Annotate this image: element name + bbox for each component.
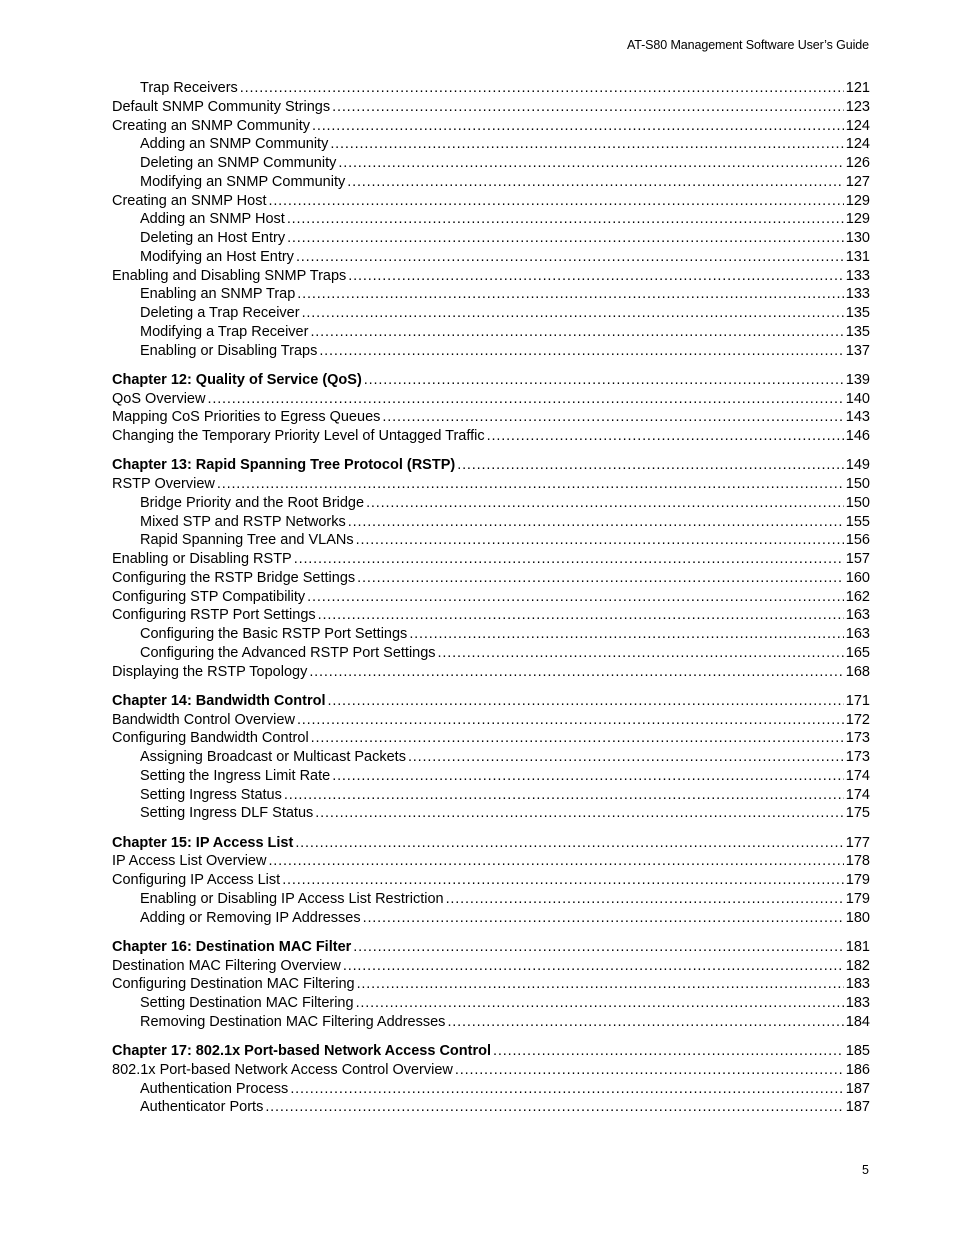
toc-entry-title: Chapter 17: 802.1x Port-based Network Access Control <box>112 1043 492 1059</box>
dot-leader <box>240 79 844 98</box>
dot-leader <box>332 767 844 786</box>
toc-entry-page: 163 <box>845 607 870 624</box>
dot-leader <box>347 173 844 192</box>
toc-entry-title: Adding an SNMP Host <box>140 211 285 228</box>
toc-entry[interactable] <box>112 606 870 625</box>
toc-entry[interactable] <box>112 711 870 730</box>
dot-leader <box>332 98 844 117</box>
toc-entry-title: Setting Destination MAC Filtering <box>140 995 354 1011</box>
dot-leader <box>343 957 844 976</box>
dot-leader <box>290 1080 843 1099</box>
toc-entry-page: 157 <box>845 551 870 567</box>
toc-entry-page: 143 <box>845 409 870 426</box>
toc-entry-title: Bandwidth Control Overview <box>112 711 295 728</box>
dot-leader <box>457 456 844 475</box>
toc-entry[interactable] <box>112 625 870 644</box>
toc-entry[interactable] <box>112 304 870 323</box>
toc-entry-page: 139 <box>845 371 870 388</box>
dot-leader <box>309 663 843 682</box>
toc-entry[interactable] <box>112 135 870 154</box>
toc-entry-title: Deleting an Host Entry <box>140 230 286 246</box>
toc-entry-page: 130 <box>845 230 870 246</box>
toc-entry[interactable] <box>112 229 870 248</box>
dot-leader <box>307 588 844 607</box>
toc-entry-title: Mapping CoS Priorities to Egress Queues <box>112 409 381 426</box>
dot-leader <box>364 371 844 390</box>
toc-entry-page: 165 <box>845 644 870 661</box>
dot-leader <box>409 625 843 644</box>
dot-leader <box>330 135 843 154</box>
toc-entry-title: Destination MAC Filtering Overview <box>112 957 341 974</box>
running-header: AT-S80 Management Software User’s Guide <box>626 38 869 52</box>
toc-entry[interactable] <box>112 408 870 427</box>
toc-entry-title: Configuring the Basic RSTP Port Settings <box>140 626 408 642</box>
toc-entry-page: 160 <box>845 569 870 586</box>
toc-chapter-entry[interactable] <box>112 938 870 957</box>
toc-entry-page: 182 <box>845 957 870 974</box>
dot-leader <box>318 606 844 625</box>
dot-leader <box>356 531 844 550</box>
toc-entry-title: Modifying an Host Entry <box>140 248 294 265</box>
table-of-contents <box>112 79 870 1117</box>
toc-entry[interactable] <box>112 994 870 1013</box>
toc-entry[interactable] <box>112 957 870 976</box>
toc-entry-page: 121 <box>845 80 870 96</box>
toc-entry[interactable] <box>112 323 870 342</box>
dot-leader <box>302 304 844 323</box>
toc-chapter-entry[interactable] <box>112 1042 870 1061</box>
toc-entry[interactable] <box>112 871 870 890</box>
toc-entry-page: 124 <box>845 136 870 153</box>
toc-entry-title: Trap Receivers <box>140 80 238 96</box>
dot-leader <box>382 408 843 427</box>
toc-entry[interactable] <box>112 342 870 361</box>
dot-leader <box>446 890 844 909</box>
toc-entry[interactable] <box>112 98 870 117</box>
toc-entry-page: 168 <box>845 663 870 680</box>
toc-entry[interactable] <box>112 1061 870 1080</box>
toc-entry-title: Chapter 13: Rapid Spanning Tree Protocol (RSTP) <box>112 457 456 474</box>
toc-entry[interactable] <box>112 173 870 192</box>
dot-leader <box>311 729 844 748</box>
toc-entry-page: 177 <box>845 834 870 851</box>
toc-entry-title: Modifying an SNMP Community <box>140 173 346 190</box>
toc-entry-page: 131 <box>845 248 870 265</box>
toc-entry-title: Removing Destination MAC Filtering Addresses <box>140 1013 446 1030</box>
toc-entry-page: 124 <box>845 117 870 134</box>
toc-entry-page: 184 <box>845 1013 870 1030</box>
toc-entry-title: IP Access List Overview <box>112 853 267 870</box>
toc-entry-page: 126 <box>845 155 870 171</box>
page-number: 5 <box>862 1163 869 1177</box>
toc-entry-title: Enabling or Disabling IP Access List Restriction <box>140 890 444 907</box>
toc-entry-title: Configuring IP Access List <box>112 872 281 888</box>
toc-entry-page: 185 <box>845 1043 870 1059</box>
toc-entry-page: 183 <box>845 995 870 1011</box>
toc-entry[interactable] <box>112 748 870 767</box>
toc-chapter-entry[interactable] <box>112 834 870 853</box>
toc-entry-title: Chapter 12: Quality of Service (QoS) <box>112 371 362 388</box>
toc-entry-page: 150 <box>845 476 870 492</box>
toc-entry-page: 187 <box>845 1099 870 1116</box>
toc-entry-page: 129 <box>845 192 870 209</box>
toc-entry[interactable] <box>112 644 870 663</box>
toc-entry-page: 172 <box>845 711 870 728</box>
dot-leader <box>315 804 844 823</box>
toc-entry-page: 146 <box>845 428 870 444</box>
toc-entry-title: Rapid Spanning Tree and VLANs <box>140 532 354 549</box>
toc-entry-title: Changing the Temporary Priority Level of Untagged Traffic <box>112 428 485 444</box>
dot-leader <box>310 323 843 342</box>
toc-entry-title: Deleting a Trap Receiver <box>140 305 300 321</box>
toc-entry[interactable] <box>112 729 870 748</box>
dot-leader <box>408 748 844 767</box>
dot-leader <box>455 1061 844 1080</box>
toc-entry-page: 162 <box>845 588 870 605</box>
dot-leader <box>282 871 844 890</box>
toc-chapter-entry[interactable] <box>112 456 870 475</box>
toc-entry-page: 140 <box>845 390 870 407</box>
dot-leader <box>295 834 843 853</box>
dot-leader <box>297 711 844 730</box>
toc-entry-page: 179 <box>845 890 870 907</box>
toc-entry[interactable] <box>112 427 870 446</box>
toc-entry[interactable] <box>112 804 870 823</box>
toc-entry-page: 135 <box>845 323 870 340</box>
dot-leader <box>363 909 844 928</box>
toc-entry-page: 174 <box>845 767 870 784</box>
dot-leader <box>366 494 844 513</box>
toc-entry-title: Configuring the Advanced RSTP Port Settings <box>140 644 436 661</box>
toc-entry-title: Setting Ingress DLF Status <box>140 805 314 822</box>
toc-entry[interactable] <box>112 1013 870 1032</box>
toc-entry-title: Default SNMP Community Strings <box>112 98 331 115</box>
toc-chapter-entry[interactable] <box>112 692 870 711</box>
toc-entry-title: RSTP Overview <box>112 476 215 492</box>
dot-leader <box>447 1013 843 1032</box>
dot-leader <box>312 117 844 136</box>
dot-leader <box>296 248 844 267</box>
dot-leader <box>294 550 844 569</box>
dot-leader <box>268 852 843 871</box>
toc-entry[interactable] <box>112 267 870 286</box>
toc-entry-page: 163 <box>845 626 870 642</box>
toc-entry-title: Configuring RSTP Port Settings <box>112 607 316 624</box>
toc-entry[interactable] <box>112 550 870 569</box>
dot-leader <box>357 569 844 588</box>
toc-entry-title: Configuring STP Compatibility <box>112 588 306 605</box>
toc-entry-page: 181 <box>845 938 870 955</box>
dot-leader <box>348 267 844 286</box>
toc-entry-title: Creating an SNMP Host <box>112 192 267 209</box>
toc-entry[interactable] <box>112 890 870 909</box>
toc-entry[interactable] <box>112 494 870 513</box>
toc-entry-page: 150 <box>845 494 870 511</box>
dot-leader <box>217 475 844 494</box>
dot-leader <box>265 1098 843 1117</box>
dot-leader <box>207 390 843 409</box>
toc-entry-title: Adding an SNMP Community <box>140 136 329 153</box>
dot-leader <box>297 285 844 304</box>
toc-entry[interactable] <box>112 1080 870 1099</box>
toc-entry[interactable] <box>112 117 870 136</box>
dot-leader <box>348 513 844 532</box>
toc-entry-page: 178 <box>845 853 870 870</box>
toc-entry-page: 173 <box>845 730 870 747</box>
toc-entry-title: Enabling and Disabling SNMP Traps <box>112 267 347 284</box>
toc-entry-page: 187 <box>845 1080 870 1097</box>
toc-entry[interactable] <box>112 285 870 304</box>
dot-leader <box>287 229 844 248</box>
toc-entry-title: Chapter 14: Bandwidth Control <box>112 692 326 709</box>
toc-entry-page: 129 <box>845 211 870 228</box>
toc-entry-page: 127 <box>845 173 870 190</box>
toc-entry-page: 171 <box>845 692 870 709</box>
toc-entry-page: 183 <box>845 976 870 993</box>
toc-entry[interactable] <box>112 975 870 994</box>
toc-entry-page: 156 <box>845 532 870 549</box>
toc-entry-page: 186 <box>845 1061 870 1078</box>
toc-entry-page: 179 <box>845 872 870 888</box>
toc-entry[interactable] <box>112 210 870 229</box>
toc-entry-page: 155 <box>845 513 870 530</box>
toc-entry[interactable] <box>112 154 870 173</box>
dot-leader <box>284 786 844 805</box>
dot-leader <box>353 938 844 957</box>
toc-entry-title: Enabling an SNMP Trap <box>140 286 296 303</box>
toc-entry[interactable] <box>112 531 870 550</box>
toc-entry[interactable] <box>112 248 870 267</box>
dot-leader <box>357 975 844 994</box>
toc-entry-title: Configuring Destination MAC Filtering <box>112 976 355 993</box>
toc-entry[interactable] <box>112 475 870 494</box>
dot-leader <box>338 154 843 173</box>
toc-entry[interactable] <box>112 569 870 588</box>
toc-entry-page: 137 <box>845 342 870 359</box>
toc-entry-title: Configuring Bandwidth Control <box>112 730 309 747</box>
toc-entry-title: QoS Overview <box>112 390 206 407</box>
dot-leader <box>356 994 844 1013</box>
toc-entry[interactable] <box>112 852 870 871</box>
toc-entry[interactable] <box>112 192 870 211</box>
toc-entry-page: 173 <box>845 749 870 765</box>
toc-entry-title: Setting Ingress Status <box>140 786 282 803</box>
dot-leader <box>493 1042 844 1061</box>
toc-entry-title: Mixed STP and RSTP Networks <box>140 513 346 530</box>
toc-entry-page: 133 <box>845 286 870 303</box>
toc-entry-page: 135 <box>845 305 870 321</box>
toc-entry[interactable] <box>112 767 870 786</box>
toc-entry[interactable] <box>112 390 870 409</box>
toc-entry-page: 133 <box>845 267 870 284</box>
toc-entry-title: Authentication Process <box>140 1080 289 1097</box>
toc-entry[interactable] <box>112 663 870 682</box>
toc-entry-title: Chapter 16: Destination MAC Filter <box>112 938 352 955</box>
toc-entry-title: Bridge Priority and the Root Bridge <box>140 494 365 511</box>
toc-entry[interactable] <box>112 513 870 532</box>
toc-entry-title: Chapter 15: IP Access List <box>112 834 294 851</box>
toc-chapter-entry[interactable] <box>112 371 870 390</box>
toc-entry-page: 180 <box>845 909 870 926</box>
dot-leader <box>268 192 843 211</box>
toc-entry-page: 149 <box>845 457 870 474</box>
dot-leader <box>487 427 844 446</box>
toc-entry-title: Creating an SNMP Community <box>112 117 310 134</box>
toc-entry-title: Displaying the RSTP Topology <box>112 663 308 680</box>
toc-entry-title: Authenticator Ports <box>140 1099 264 1116</box>
dot-leader <box>438 644 844 663</box>
toc-entry[interactable] <box>112 588 870 607</box>
toc-entry-title: Deleting an SNMP Community <box>140 155 337 171</box>
toc-entry[interactable] <box>112 79 870 98</box>
toc-entry-title: Assigning Broadcast or Multicast Packets <box>140 749 406 765</box>
dot-leader <box>287 210 844 229</box>
toc-entry-title: Adding or Removing IP Addresses <box>140 909 361 926</box>
dot-leader <box>327 692 843 711</box>
toc-entry-title: Enabling or Disabling Traps <box>140 342 318 359</box>
toc-entry[interactable] <box>112 1098 870 1117</box>
toc-entry-title: 802.1x Port-based Network Access Control Overview <box>112 1061 453 1078</box>
toc-entry-title: Setting the Ingress Limit Rate <box>140 767 331 784</box>
toc-entry-page: 175 <box>845 805 870 822</box>
toc-entry-page: 174 <box>845 786 870 803</box>
toc-entry-title: Configuring the RSTP Bridge Settings <box>112 569 356 586</box>
toc-entry-page: 123 <box>845 98 870 115</box>
toc-entry-title: Enabling or Disabling RSTP <box>112 551 292 567</box>
toc-entry[interactable] <box>112 909 870 928</box>
dot-leader <box>319 342 843 361</box>
toc-entry[interactable] <box>112 786 870 805</box>
toc-entry-title: Modifying a Trap Receiver <box>140 323 309 340</box>
